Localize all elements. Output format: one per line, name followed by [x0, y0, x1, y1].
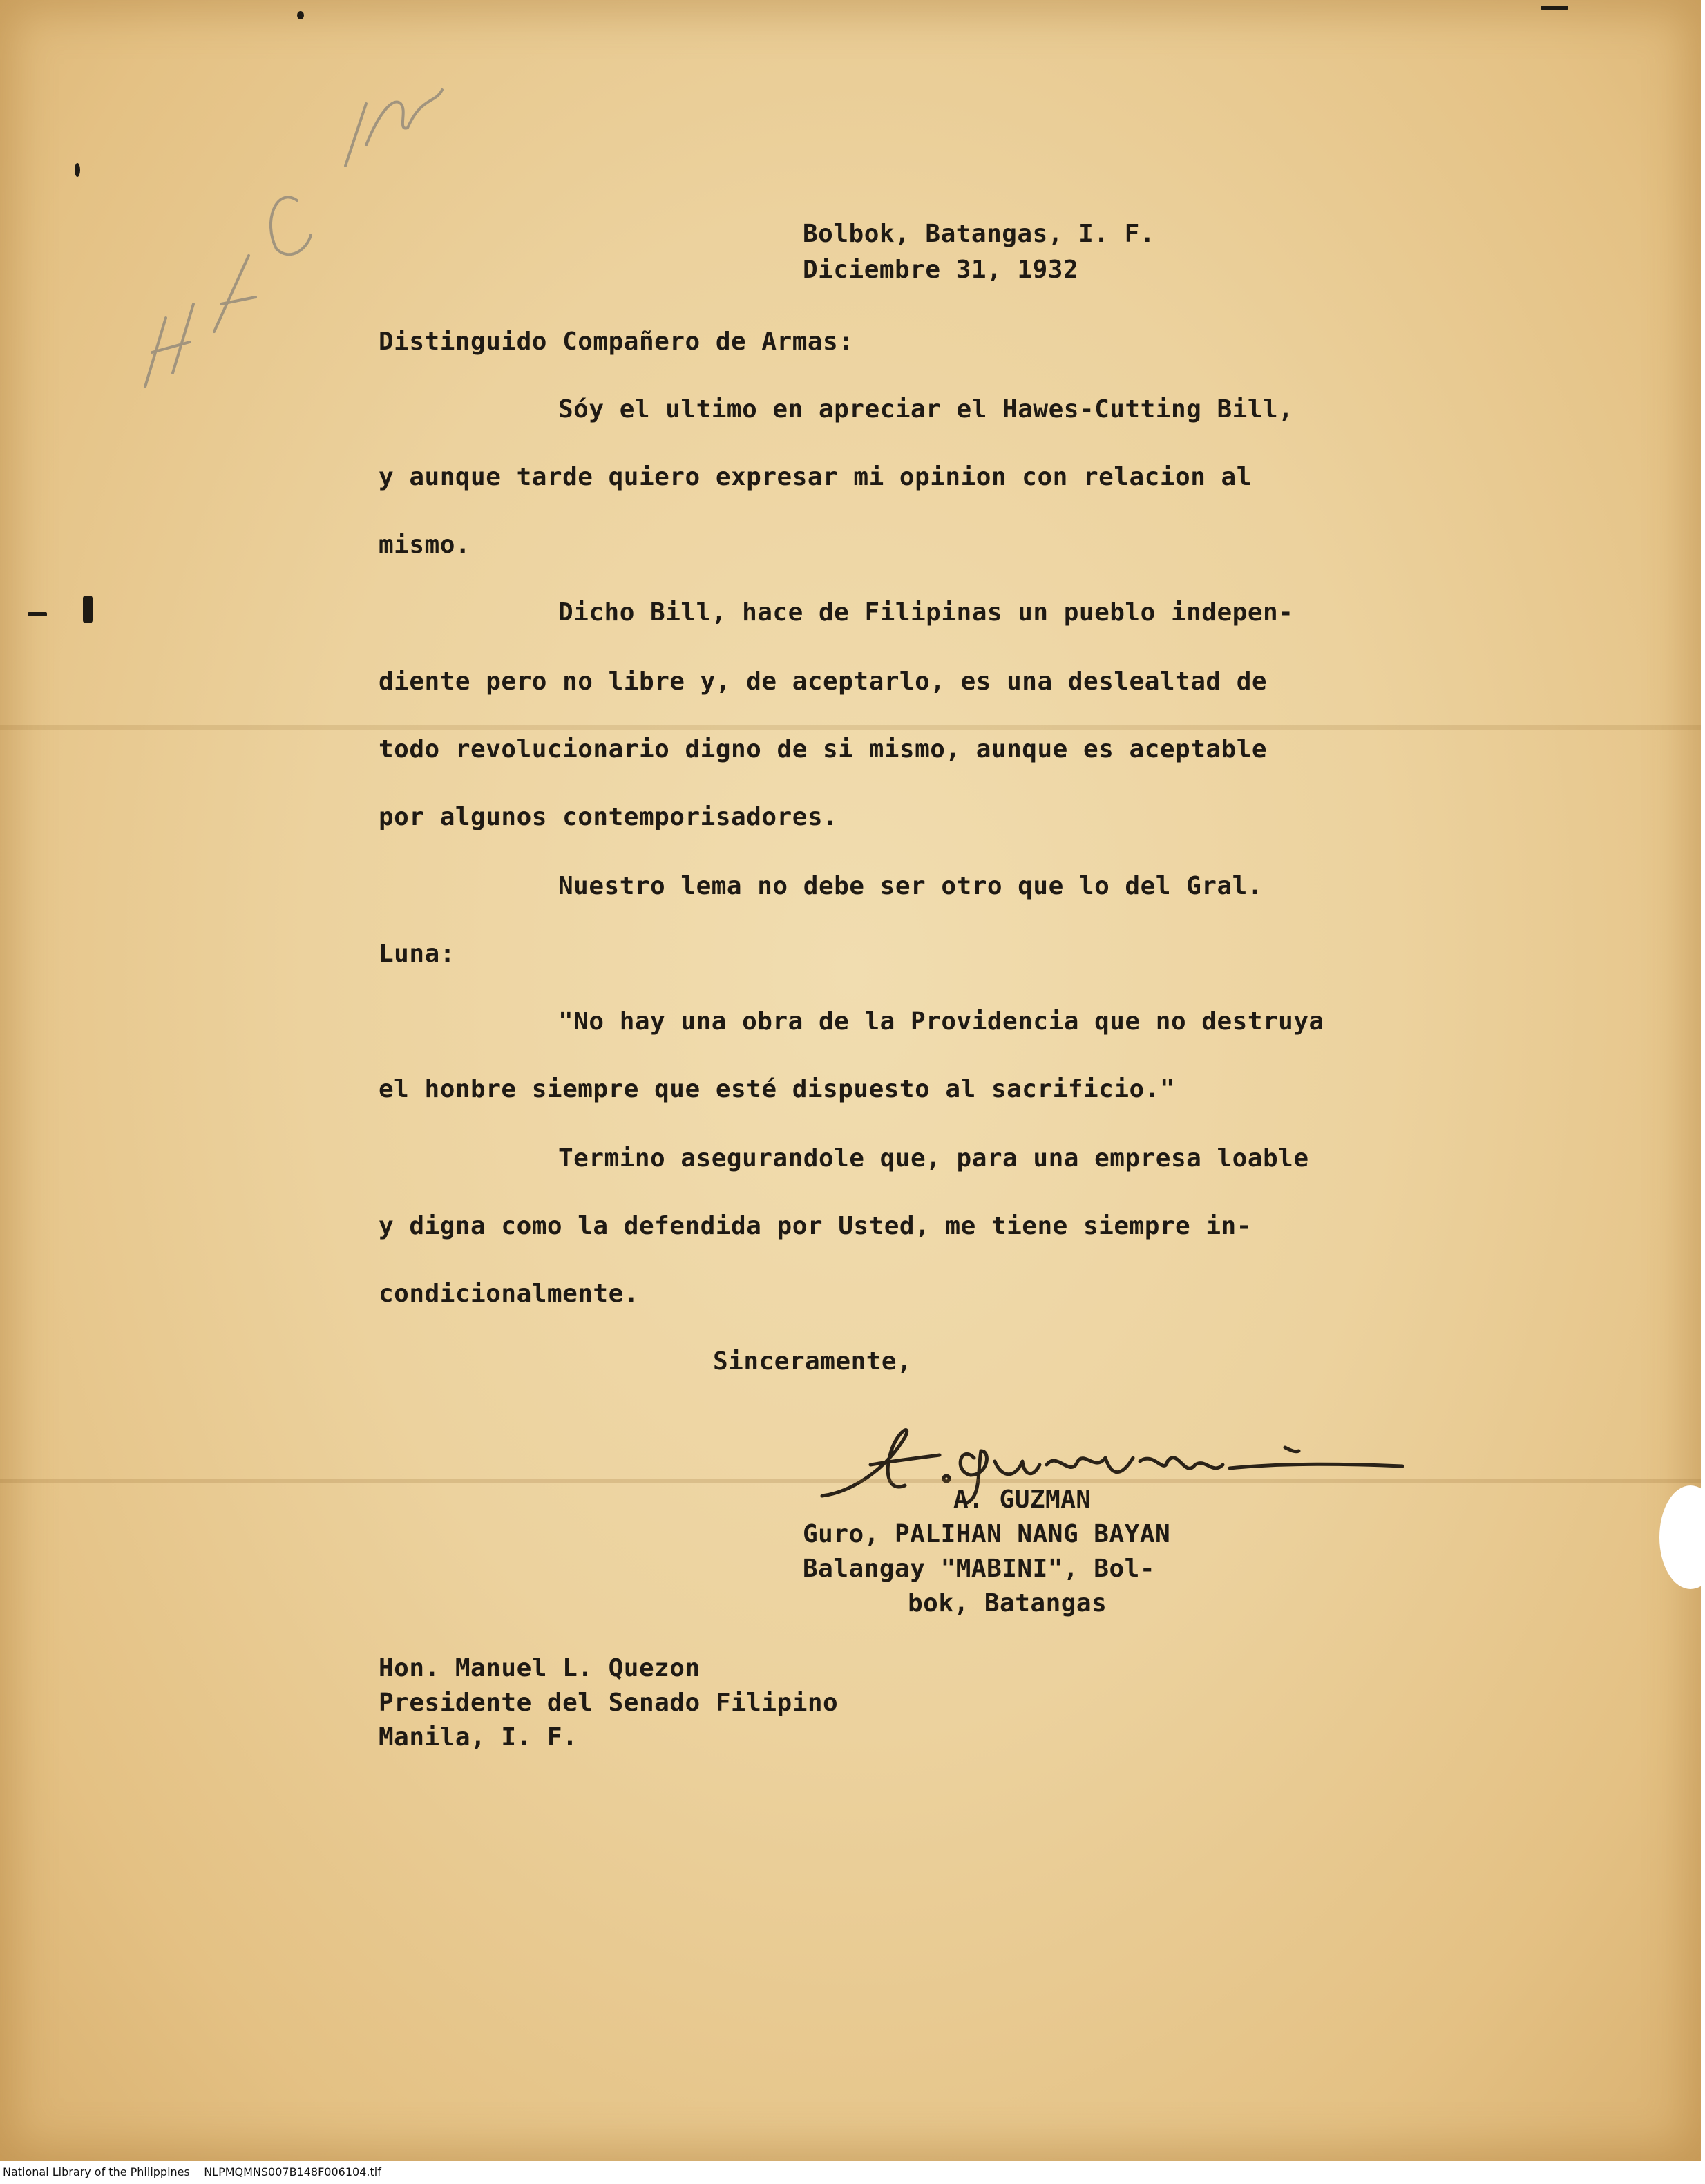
recipient-line: Hon. Manuel L. Quezon — [379, 1654, 701, 1682]
body-line: "No hay una obra de la Providencia que no destruya — [558, 1007, 1324, 1036]
signature-image — [808, 1409, 1416, 1506]
scan-credit: National Library of the Philippines NLPMQMNS007B148F006104.tif — [3, 2165, 381, 2178]
salutation: Distinguido Compañero de Armas: — [379, 327, 854, 356]
ink-speck — [28, 612, 47, 616]
closing: Sinceramente, — [713, 1347, 913, 1376]
body-line: todo revolucionario digno de si mismo, aunque es aceptable — [379, 735, 1268, 763]
body-line: condicionalmente. — [379, 1280, 639, 1308]
body-line: Luna: — [379, 940, 455, 968]
body-line: Dicho Bill, hace de Filipinas un pueblo indepen- — [558, 598, 1294, 627]
ink-speck — [297, 11, 304, 19]
letter-place: Bolbok, Batangas, I. F. — [803, 220, 1155, 248]
body-line: Sóy el ultimo en apreciar el Hawes-Cutting Bill, — [558, 395, 1294, 424]
body-line: por algunos contemporisadores. — [379, 803, 839, 831]
body-line: mismo. — [379, 531, 471, 559]
body-line: Termino asegurandole que, para una empresa loable — [558, 1144, 1309, 1172]
ink-speck — [83, 596, 93, 623]
signer-title-line: bok, Batangas — [908, 1589, 1107, 1617]
body-line: Nuestro lema no debe ser otro que lo del Gral. — [558, 872, 1263, 900]
body-line: el honbre siempre que esté dispuesto al sacrificio." — [379, 1075, 1176, 1103]
signer-name: A. GUZMAN — [953, 1485, 1092, 1514]
signer-title-line: Balangay "MABINI", Bol- — [803, 1555, 1155, 1583]
body-line: y aunque tarde quiero expresar mi opinion con relacion al — [379, 463, 1252, 491]
ink-speck — [75, 163, 80, 177]
paper-tear — [1659, 1485, 1701, 1589]
letter-date: Diciembre 31, 1932 — [803, 256, 1079, 284]
body-line: diente pero no libre y, de aceptarlo, es una deslealtad de — [379, 667, 1268, 696]
signer-title-line: Guro, PALIHAN NANG BAYAN — [803, 1520, 1171, 1548]
recipient-line: Manila, I. F. — [379, 1723, 578, 1751]
recipient-line: Presidente del Senado Filipino — [379, 1689, 839, 1717]
body-line: y digna como la defendida por Usted, me tiene siempre in- — [379, 1212, 1252, 1240]
ink-speck — [1541, 6, 1568, 10]
